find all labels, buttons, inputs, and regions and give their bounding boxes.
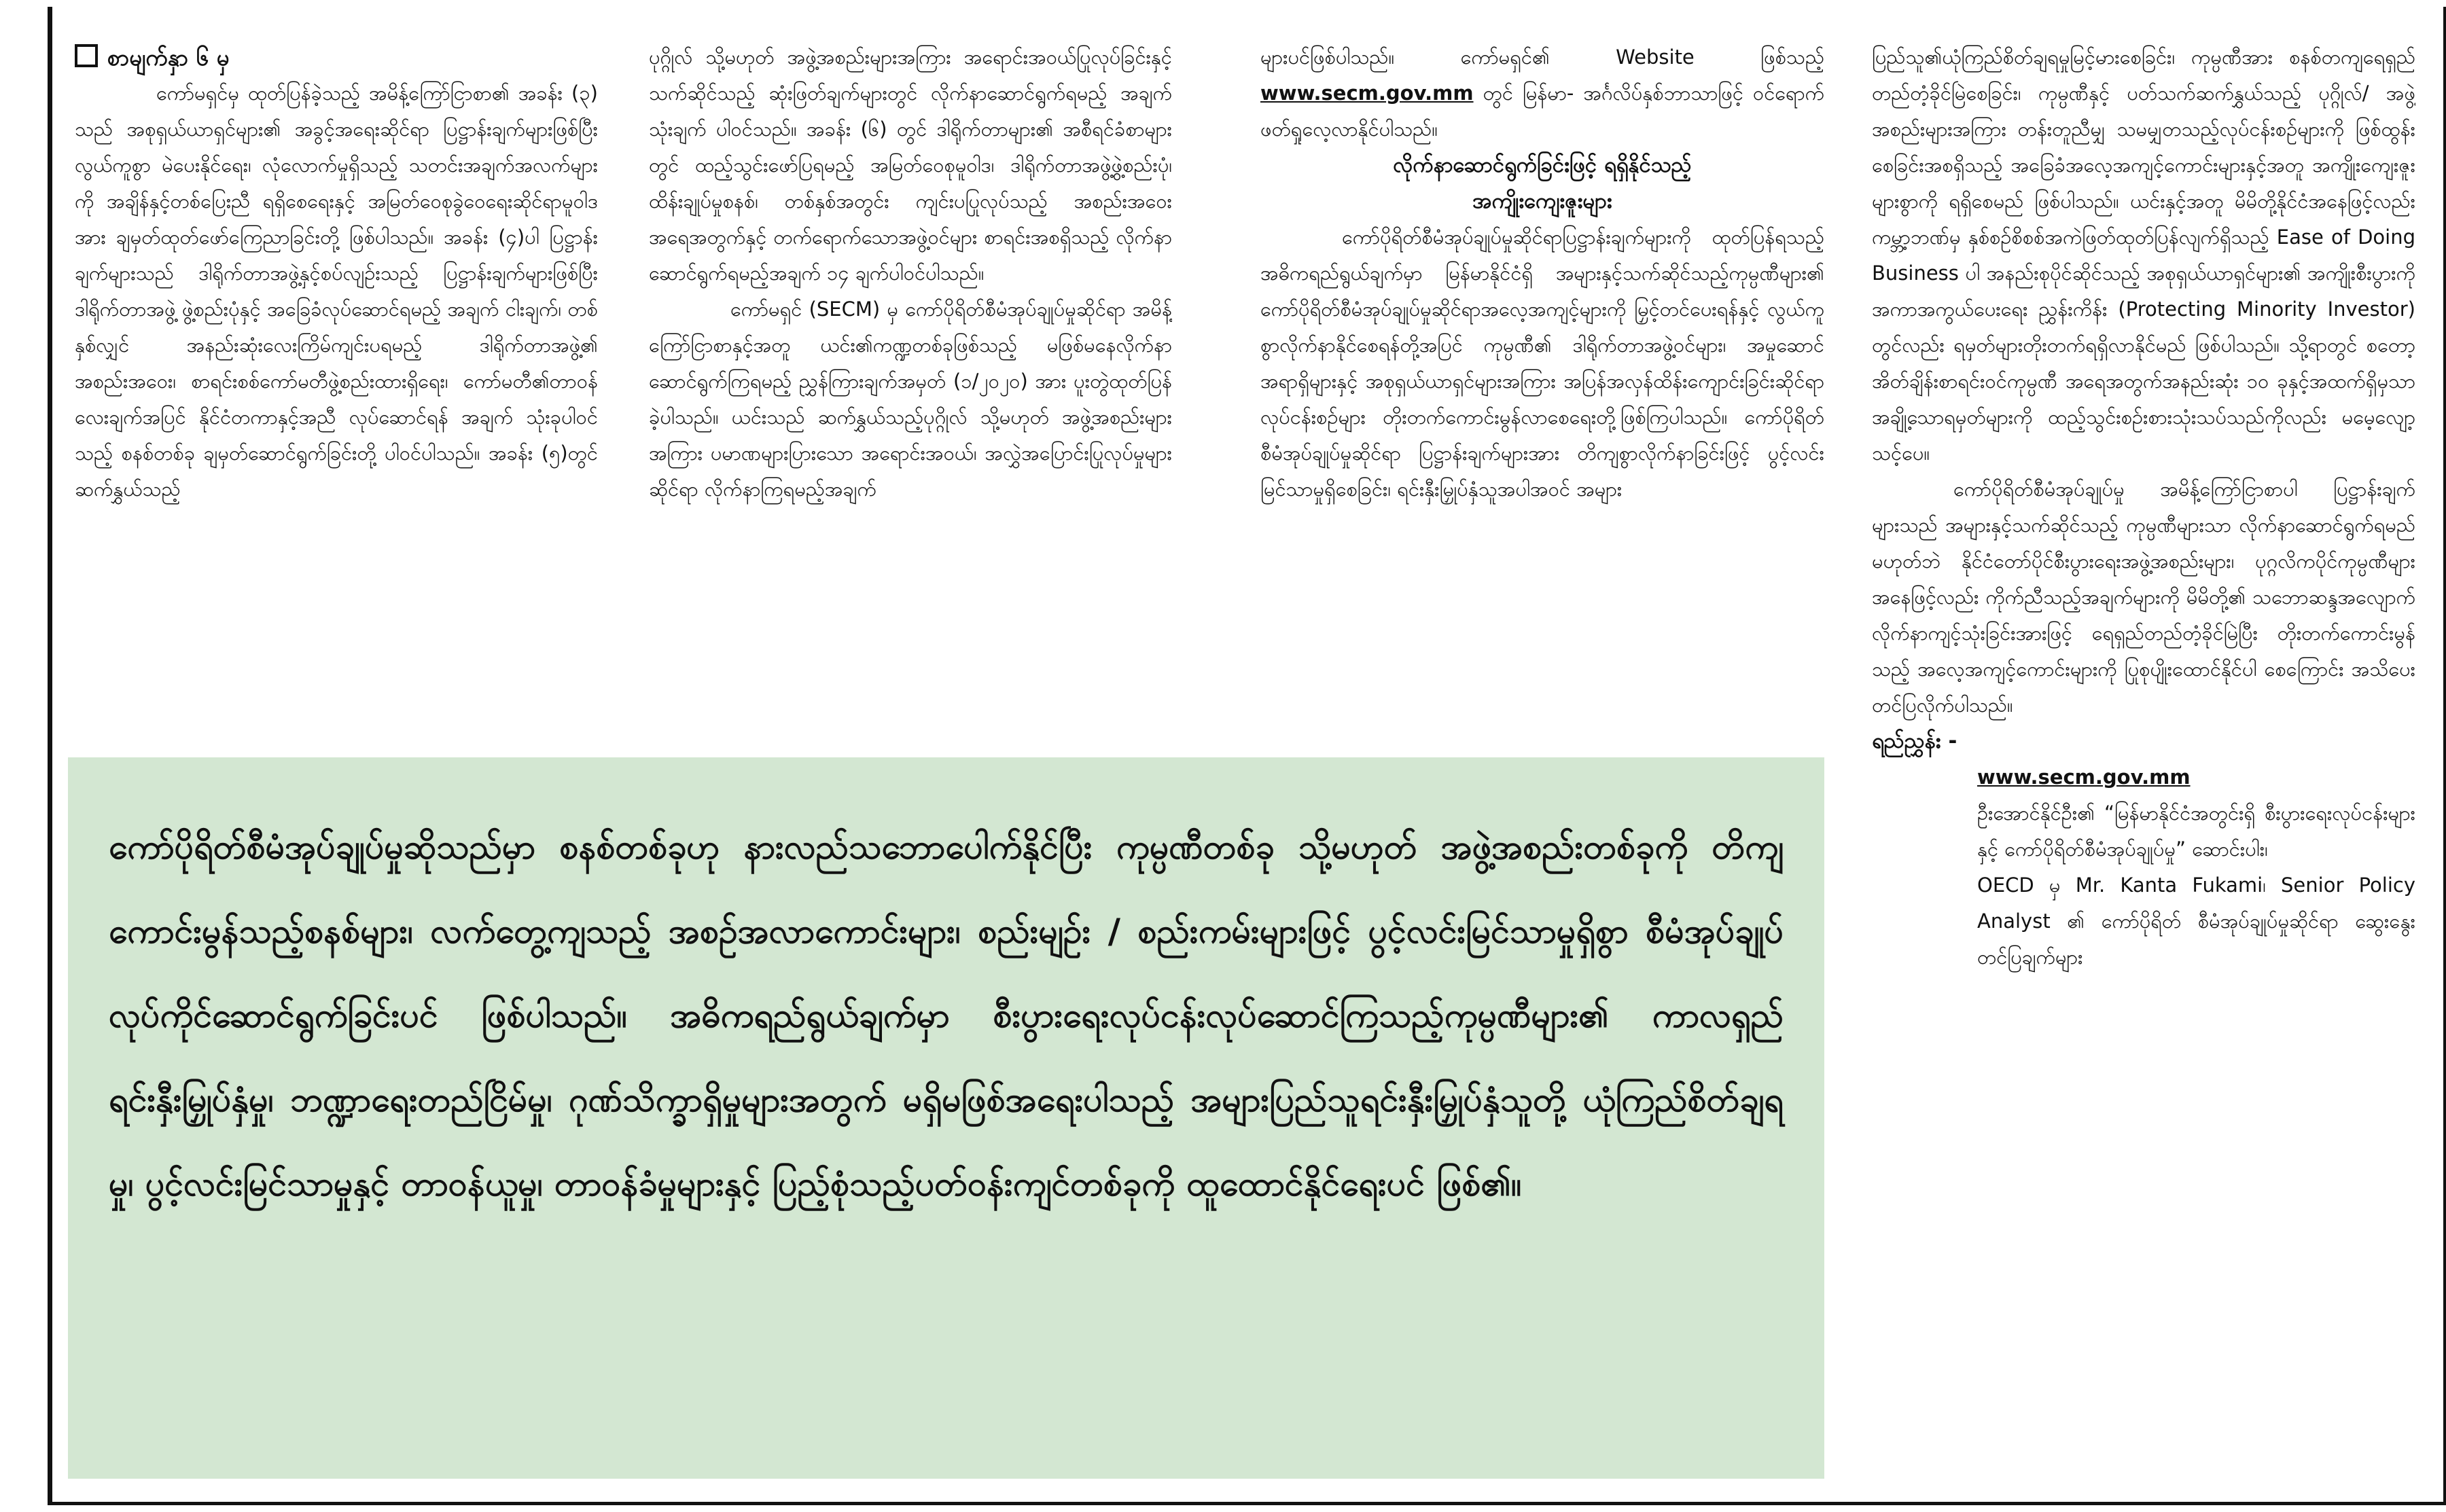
- references-list: [1872, 795, 2415, 975]
- continued-from-text: စာမျက်နှာ ၆ မှ: [107, 44, 230, 71]
- col4-paragraph: ကော်ပိုရိတ်စီမံအုပ်ချုပ်မှု အမိန့်ကြော်ငြာစာပါ ပြဋ္ဌာန်းချက်များသည် အများနှင့်သက်ဆိုင်သည့် ကုမ္ပဏီများသာ လိုက်နာဆောင်ရွက်ရမည်မဟုတ်ဘဲ နိုင်ငံတော်ပိုင်စီးပွားရေးအဖွဲ့အစည်းများ၊ ပုဂ္ဂလိကပိုင်ကုမ္ပဏီများ အနေဖြင့်လည်း ကိုက်ညီသည့်အချက်များကို မိမိတို့၏ သဘောဆန္ဒအလျောက် လိုက်နာကျင့်သုံးခြင်းအားဖြင့် ရေရှည်တည်တံ့ခိုင်မြဲပြီး တိုးတက်ကောင်းမွန်သည့် အလေ့အကျင့်ကောင်းများကို ပြုစုပျိုးထောင်နိုင်ပါ စေကြောင်း အသိပေးတင်ပြလိုက်ပါသည်။: [1872, 478, 2415, 717]
- col3-intro-rest: တွင် မြန်မာ- အင်္ဂလိပ်နှစ်ဘာသာဖြင့် ဝင်ရောက်ဖတ်ရှုလေ့လာနိုင်ပါသည်။: [1260, 82, 1824, 141]
- col3-intro-text: များပင်ဖြစ်ပါသည်။ ကော်မရှင်၏ Website ဖြစ်သည့်: [1260, 46, 1824, 69]
- column-2: [649, 39, 1172, 759]
- website-link[interactable]: www.secm.gov.mm: [1260, 82, 1474, 105]
- col3-paragraph: ကော်ပိုရိတ်စီမံအုပ်ချုပ်မှုဆိုင်ရာပြဋ္ဌာန်းချက်များကို ထုတ်ပြန်ရသည့် အဓိကရည်ရွယ်ချက်မှာ မြန်မာနိုင်ငံရှိ အများနှင့်သက်ဆိုင်သည့်ကုမ္ပဏီများ၏ ကော်ပိုရိတ်စီမံအုပ်ချုပ်မှုဆိုင်ရာအလေ့အကျင့်များကို မြှင့်တင်ပေးရန်နှင့် လွယ်ကူစွာလိုက်နာနိုင်စေရန်တို့အပြင် ကုမ္ပဏီ၏ ဒါရိုက်တာအဖွဲ့ဝင်များ၊ အမှုဆောင်အရာရှိများနှင့် အစုရှယ်ယာရှင်များအကြား အပြန်အလှန်ထိန်းကျောင်းခြင်းဆိုင်ရာလုပ်ငန်းစဉ်များ တိုးတက်ကောင်းမွန်လာစေရေးတို့ဖြစ်ကြပါသည်။ ကော်ပိုရိတ်စီမံအုပ်ချုပ်မှုဆိုင်ရာ ပြဋ္ဌာန်းချက်များအား တိကျစွာလိုက်နာခြင်းဖြင့် ပွင့်လင်းမြင်သာမှုရှိစေခြင်း၊ ရင်းနှီးမြှုပ်နှံသူအပါအဝင် အများ: [1260, 226, 1824, 501]
- references-heading: ရည်ညွှန်း -: [1872, 729, 1957, 753]
- column-3: [1260, 39, 1824, 759]
- reference-item: ဦးအောင်နိုင်ဦး၏ “မြန်မာနိုင်ငံအတွင်းရှိ စီးပွားရေးလုပ်ငန်းများနှင့် ကော်ပိုရိတ်စီမံအုပ်ချုပ်မှု” ဆောင်းပါး၊: [1977, 802, 2415, 861]
- subheading-line-2: အကျိုးကျေးဇူးများ: [1472, 189, 1612, 213]
- highlight-box: [68, 757, 1824, 1479]
- highlight-text: ကော်ပိုရိတ်စီမံအုပ်ချုပ်မှုဆိုသည်မှာ စနစ်တစ်ခုဟု နားလည်သဘောပေါက်နိုင်ပြီး ကုမ္ပဏီတစ်ခု သို့မဟုတ် အဖွဲ့အစည်းတစ်ခုကို တိကျကောင်းမွန်သည့်စနစ်များ၊ လက်တွေ့ကျသည့် အစဉ်အလာကောင်းများ၊ စည်းမျဉ်း / စည်းကမ်းများဖြင့် ပွင့်လင်းမြင်သာမှုရှိစွာ စီမံအုပ်ချုပ်လုပ်ကိုင်ဆောင်ရွက်ခြင်းပင် ဖြစ်ပါသည်။ အဓိကရည်ရွယ်ချက်မှာ စီးပွားရေးလုပ်ငန်းလုပ်ဆောင်ကြသည့်ကုမ္ပဏီများ၏ ကာလရှည်ရင်းနှီးမြှုပ်နှံမှု၊ ဘဏ္ဍာရေးတည်ငြိမ်မှု၊ ဂုဏ်သိက္ခာရှိမှုများအတွက် မရှိမဖြစ်အရေးပါသည့် အများပြည်သူရင်းနှီးမြှုပ်နှံသူတို့ ယုံကြည်စိတ်ချရမှု၊ ပွင့်လင်းမြင်သာမှုနှင့် တာဝန်ယူမှု၊ တာဝန်ခံမှုများနှင့် ပြည့်စုံသည့်ပတ်ဝန်းကျင်တစ်ခုကို ထူထောင်နိုင်ရေးပင် ဖြစ်၏။: [109, 827, 1784, 1204]
- reference-item: OECD မှ Mr. Kanta Fukami၊ Senior Policy Analyst ၏ ကော်ပိုရိတ် စီမံအုပ်ချုပ်မှုဆိုင်ရာ ဆွေးနွေးတင်ပြချက်များ: [1977, 874, 2415, 969]
- reference-link[interactable]: www.secm.gov.mm: [1977, 766, 2191, 789]
- checkbox-bullet-icon: [75, 44, 98, 67]
- column-1: [75, 39, 598, 759]
- col2-paragraph: ကော်မရှင် (SECM) မှ ကော်ပိုရိတ်စီမံအုပ်ချုပ်မှုဆိုင်ရာ အမိန့်ကြော်ငြာစာနှင့်အတူ ယင်း၏ကဏ္ဍတစ်ခုဖြစ်သည့် မဖြစ်မနေလိုက်နာဆောင်ရွက်ကြရမည့် ညွှန်ကြားချက်အမှတ် (၁/၂၀၂၀) အား ပူးတွဲထုတ်ပြန်ခဲ့ပါသည်။ ယင်းသည် ဆက်နွှယ်သည့်ပုဂ္ဂိုလ် သို့မဟုတ် အဖွဲ့အစည်းများအကြား ပမာဏများပြားသော အရောင်းအဝယ်၊ အလွှဲအပြောင်းပြုလုပ်မှုများဆိုင်ရာ လိုက်နာကြရမည့်အချက်: [649, 298, 1172, 501]
- col4-paragraph: ပြည်သူ၏ယုံကြည်စိတ်ချရမှုမြင့်မားစေခြင်း၊ ကုမ္ပဏီအား စနစ်တကျရေရှည်တည်တံ့ခိုင်မြဲစေခြင်း၊ ကုမ္ပဏီနှင့် ပတ်သက်ဆက်နွှယ်သည့် ပုဂ္ဂိုလ်/ အဖွဲ့အစည်းများအကြား တန်းတူညီမျှ သမမျှတသည့်လုပ်ငန်းစဉ်များကို ဖြစ်ထွန်းစေခြင်းအစရှိသည့် အခြေခံအလေ့အကျင့်ကောင်းများနှင့်အတူ အကျိုးကျေးဇူးများစွာကို ရရှိစေမည် ဖြစ်ပါသည်။ ယင်းနှင့်အတူ မိမိတို့နိုင်ငံအနေဖြင့်လည်း ကမ္ဘာ့ဘဏ်မှ နှစ်စဉ်စိစစ်အကဲဖြတ်ထုတ်ပြန်လျက်ရှိသည့် Ease of Doing Business ပါ အနည်းစုပိုင်ဆိုင်သည့် အစုရှယ်ယာရှင်များ၏ အကျိုးစီးပွားကို အကာအကွယ်ပေးရေး ညွှန်းကိန်း (Protecting Minority Investor) တွင်လည်း ရမှတ်များတိုးတက်ရရှိလာနိုင်မည် ဖြစ်ပါသည်။ သို့ရာတွင် စတော့အိတ်ချိန်းစာရင်းဝင်ကုမ္ပဏီ အရေအတွက်အနည်းဆုံး ၁၀ ခုနှင့်အထက်ရှိမှသာ အချို့သောရမှတ်များကို ထည့်သွင်းစဉ်းစားသုံးသပ်သည်ကိုလည်း မမေ့လျော့သင့်ပေ။: [1872, 46, 2415, 465]
- col3-intro: [1260, 39, 1824, 147]
- continued-from-header: [75, 39, 598, 75]
- column-4: [1872, 39, 2415, 1500]
- subheading-line-1: လိုက်နာဆောင်ရွက်ခြင်းဖြင့် ရရှိနိုင်သည့်: [1393, 153, 1692, 177]
- col1-paragraph: ကော်မရှင်မှ ထုတ်ပြန်ခဲ့သည့် အမိန့်ကြော်ငြာစာ၏ အခန်း (၃) သည် အစုရှယ်ယာရှင်များ၏ အခွင့်အရေးဆိုင်ရာ ပြဋ္ဌာန်းချက်များဖြစ်ပြီး လွယ်ကူစွာ မဲပေးနိုင်ရေး၊ လုံလောက်မှုရှိသည့် သတင်းအချက်အလက်များကို အချိန်နှင့်တစ်ပြေးညီ ရရှိစေရေးနှင့် အမြတ်ဝေစုခွဲဝေရေးဆိုင်ရာမူဝါဒအား ချမှတ်ထုတ်ဖော်ကြေညာခြင်းတို့ ဖြစ်ပါသည်။ အခန်း (၄)ပါ ပြဋ္ဌာန်းချက်များသည် ဒါရိုက်တာအဖွဲ့နှင့်စပ်လျဉ်းသည့် ပြဋ္ဌာန်းချက်များဖြစ်ပြီး ဒါရိုက်တာအဖွဲ့ ဖွဲ့စည်းပုံနှင့် အခြေခံလုပ်ဆောင်ရမည့် အချက် ငါးချက်၊ တစ်နှစ်လျှင် အနည်းဆုံးလေးကြိမ်ကျင်းပရမည့် ဒါရိုက်တာအဖွဲ့၏ အစည်းအဝေး၊ စာရင်းစစ်ကော်မတီဖွဲ့စည်းထားရှိရေး၊ ကော်မတီ၏တာဝန်လေးချက်အပြင် နိုင်ငံတကာနှင့်အညီ လုပ်ဆောင်ရန် အချက် သုံးခုပါဝင်သည့် စနစ်တစ်ခု ချမှတ်ဆောင်ရွက်ခြင်းတို့ ပါဝင်ပါသည်။ အခန်း (၅)တွင် ဆက်နွှယ်သည့်: [75, 82, 598, 501]
- col2-paragraph: ပုဂ္ဂိုလ် သို့မဟုတ် အဖွဲ့အစည်းများအကြား အရောင်းအဝယ်ပြုလုပ်ခြင်းနှင့်သက်ဆိုင်သည့် ဆုံးဖြတ်ချက်များတွင် လိုက်နာဆောင်ရွက်ရမည့် အချက်သုံးချက် ပါဝင်သည်။ အခန်း (၆) တွင် ဒါရိုက်တာများ၏ အစီရင်ခံစာများတွင် ထည့်သွင်းဖော်ပြရမည့် အမြတ်ဝေစုမူဝါဒ၊ ဒါရိုက်တာအဖွဲ့ဖွဲ့စည်းပုံ၊ ထိန်းချုပ်မှုစနစ်၊ တစ်နှစ်အတွင်း ကျင်းပပြုလုပ်သည့် အစည်းအဝေးအရေအတွက်နှင့် တက်ရောက်သောအဖွဲ့ဝင်များ စာရင်းအစရှိသည့် လိုက်နာဆောင်ရွက်ရမည့်အချက် ၁၄ ချက်ပါဝင်ပါသည်။: [649, 46, 1172, 285]
